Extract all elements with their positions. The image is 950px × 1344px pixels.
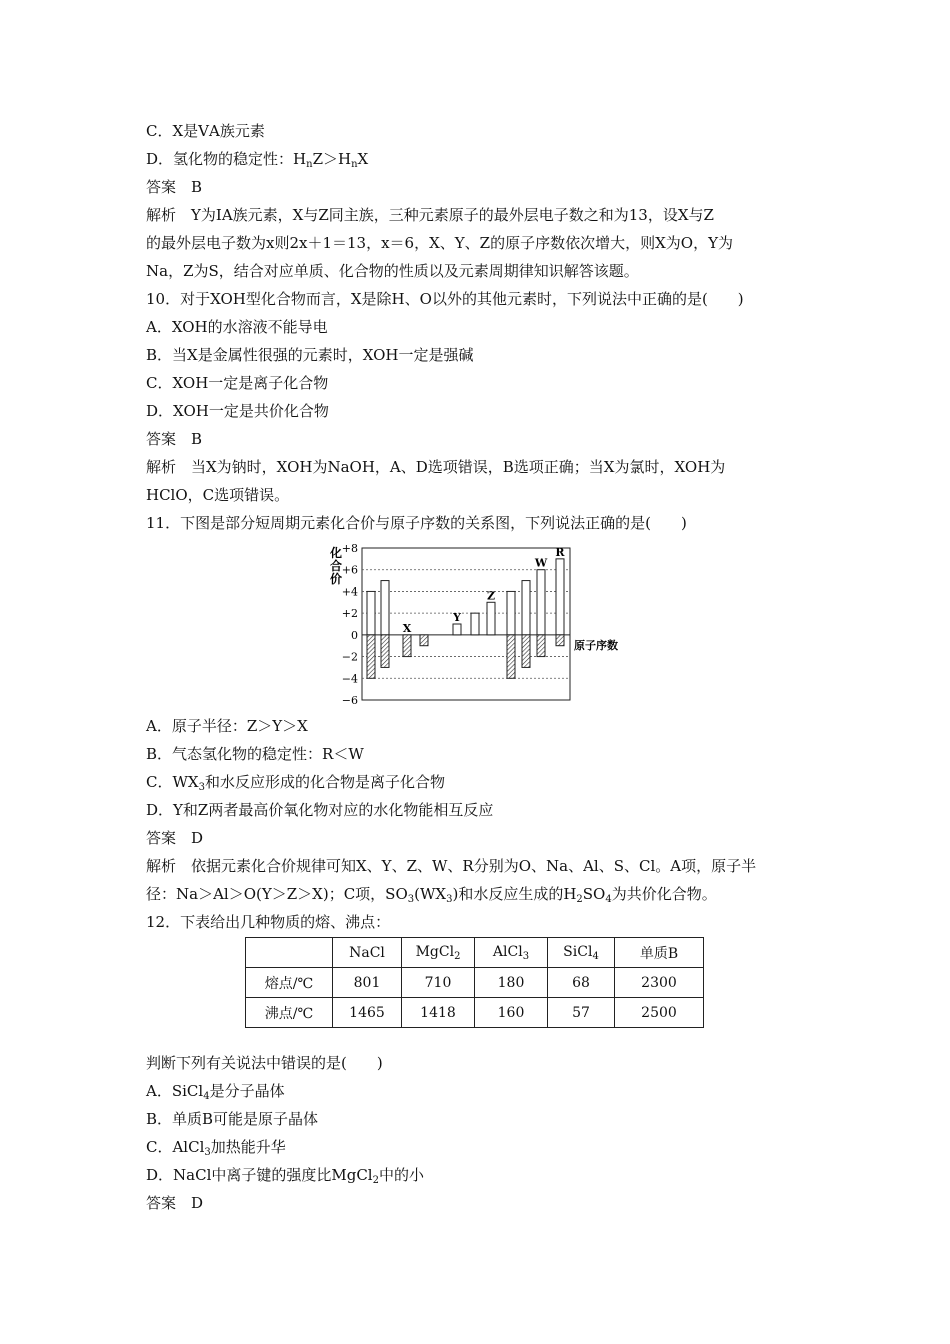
element-label: Z (486, 589, 496, 603)
table-cell: 2500 (615, 998, 704, 1028)
y-axis-label-char: 合 (329, 559, 343, 573)
option-c (146, 772, 445, 798)
text-fragment: (WX (414, 885, 447, 903)
text-fragment: A．SiCl (146, 1082, 204, 1100)
question-12: 12．下表给出几种物质的熔、沸点： (146, 913, 391, 931)
bar-positive (537, 570, 545, 635)
subscript: 3 (446, 894, 453, 905)
option-a: A．XOH的水溶液不能导电 (146, 318, 328, 336)
subscript: 3 (407, 894, 415, 905)
chart-svg (300, 543, 640, 708)
bar-negative (556, 635, 564, 646)
text-line: 解析 依据元素化合价规律可知X、Y、Z、W、R分别为O、Na、Al、S、Cl。A项，原子半 (146, 857, 757, 875)
text-fragment: 加热能升华 (210, 1138, 286, 1156)
question-11: 11．下图是部分短周期元素化合价与原子序数的关系图，下列说法正确的是( ) (146, 514, 687, 532)
text-fragment: 径：Na＞Al＞O(Y＞Z＞X)；C项，SO (146, 885, 408, 903)
x-axis-label: 原子序数 (574, 638, 618, 652)
question-12-prompt: 判断下列有关说法中错误的是( ) (146, 1054, 383, 1072)
subscript: 2 (372, 1175, 379, 1186)
text-line: C．X是ⅤA族元素 (146, 122, 265, 140)
answer-line: 答案 B (146, 178, 203, 196)
bar-positive (367, 591, 375, 634)
subscript: 2 (576, 894, 583, 905)
y-axis-label-char: 价 (329, 572, 343, 586)
table-cell: 180 (475, 968, 548, 998)
text-fragment: )和水反应生成的H (452, 885, 577, 903)
subscript: 4 (203, 1091, 210, 1102)
answer-line: 答案 D (146, 829, 204, 847)
table-cell: 801 (333, 968, 402, 998)
y-tick-label: +6 (341, 563, 358, 577)
y-tick-label: −4 (341, 672, 358, 686)
element-label: Y (453, 611, 461, 624)
table-header-cell (475, 938, 548, 968)
subscript: 4 (605, 894, 612, 905)
text-line (146, 884, 717, 910)
table-header-cell (615, 938, 704, 968)
bar-positive (471, 613, 479, 635)
text-fragment: C．WX (146, 773, 199, 791)
text-fragment: 中的小 (378, 1166, 424, 1184)
option-b: B．单质B可能是原子晶体 (146, 1110, 319, 1128)
header-text: SiCl (563, 943, 593, 960)
text-line: 的最外层电子数为x则2x＋1＝13，x＝6，X、Y、Z的原子序数依次增大，则X为O，Y为 (146, 234, 733, 252)
answer-line: 答案 D (146, 1194, 204, 1212)
header-text: 单质B (639, 945, 679, 962)
text-fragment: Z＞H (312, 150, 352, 168)
table-cell: 1465 (333, 998, 402, 1028)
bar-negative (537, 635, 545, 657)
y-tick-label: +4 (341, 585, 358, 599)
valence-chart (300, 543, 640, 708)
text-line: Na，Z为S，结合对应单质、化合物的性质以及元素周期律知识解答该题。 (146, 262, 639, 280)
bar-negative (522, 635, 530, 668)
bar-positive (556, 559, 564, 635)
text-fragment: D．氢化物的稳定性：H (146, 150, 307, 168)
table-row (246, 968, 704, 998)
subscript: n (351, 159, 358, 170)
subscript: 3 (198, 782, 205, 793)
option-d: D．XOH一定是共价化合物 (146, 402, 329, 420)
option-d (146, 1165, 424, 1191)
option-a: A．原子半径：Z＞Y＞X (146, 717, 308, 735)
y-tick-label: −2 (341, 650, 358, 664)
option-a (146, 1081, 285, 1107)
element-label: X (402, 621, 412, 635)
table-header-row (246, 938, 704, 968)
table-header-cell (548, 938, 615, 968)
table-cell: 68 (548, 968, 615, 998)
table-cell: 57 (548, 998, 615, 1028)
row-label: 沸点/℃ (246, 998, 333, 1028)
bar-positive (487, 602, 495, 635)
subscript: 3 (204, 1147, 211, 1158)
text-line-hydride (146, 149, 368, 175)
y-tick-label: −6 (341, 694, 358, 707)
text-fragment: C．AlCl (146, 1138, 205, 1156)
text-fragment: SO (582, 885, 606, 903)
subscript: 2 (454, 950, 461, 962)
table-cell: 160 (475, 998, 548, 1028)
table-cell: 1418 (402, 998, 475, 1028)
header-text: NaCl (349, 944, 385, 961)
y-tick-label: +2 (341, 607, 358, 621)
bar-positive (507, 591, 515, 634)
header-text: MgCl (415, 943, 455, 960)
table-header-cell (333, 938, 402, 968)
question-10: 10．对于XOH型化合物而言，X是除H、O以外的其他元素时，下列说法中正确的是( ) (146, 290, 744, 308)
header-text: AlCl (492, 943, 523, 960)
y-tick-label: 0 (351, 628, 358, 642)
table-cell: 2300 (615, 968, 704, 998)
text-fragment: 和水反应形成的化合物是离子化合物 (204, 773, 445, 791)
table-header-cell (246, 938, 333, 968)
option-c: C．XOH一定是离子化合物 (146, 374, 329, 392)
element-label: R (555, 545, 565, 559)
melting-boiling-table (245, 937, 704, 1028)
subscript: 4 (592, 950, 599, 962)
bar-positive (522, 581, 530, 635)
table-row (246, 998, 704, 1028)
bar-positive (453, 624, 461, 635)
text-fragment: X (357, 150, 369, 168)
table-header-cell (402, 938, 475, 968)
option-b: B．当X是金属性很强的元素时，XOH一定是强碱 (146, 346, 474, 364)
y-axis-label-char: 化 (329, 546, 343, 560)
text-line: 解析 当X为钠时，XOH为NaOH，A、D选项错误，B选项正确；当X为氯时，XOH为 (146, 458, 726, 476)
subscript: n (306, 159, 313, 170)
row-label: 熔点/℃ (246, 968, 333, 998)
bar-negative (403, 635, 411, 657)
table-cell: 710 (402, 968, 475, 998)
option-c (146, 1137, 286, 1163)
bar-positive (381, 581, 389, 635)
bar-negative (367, 635, 375, 678)
bar-negative (507, 635, 515, 678)
text-fragment: 为共价化合物。 (611, 885, 717, 903)
text-fragment: 是分子晶体 (209, 1082, 285, 1100)
text-fragment: D．NaCl中离子键的强度比MgCl (146, 1166, 373, 1184)
subscript: 3 (522, 950, 530, 962)
bar-negative (420, 635, 428, 646)
text-line: HClO，C选项错误。 (146, 486, 290, 504)
bar-negative (381, 635, 389, 668)
option-d: D．Y和Z两者最高价氧化物对应的水化物能相互反应 (146, 801, 494, 819)
y-tick-label: +8 (341, 543, 358, 555)
option-b: B．气态氢化物的稳定性：R＜W (146, 745, 364, 763)
element-label: W (534, 556, 548, 570)
text-line: 解析 Y为ⅠA族元素，X与Z同主族，三种元素原子的最外层电子数之和为13，设X与Z (146, 206, 714, 224)
answer-line: 答案 B (146, 430, 203, 448)
